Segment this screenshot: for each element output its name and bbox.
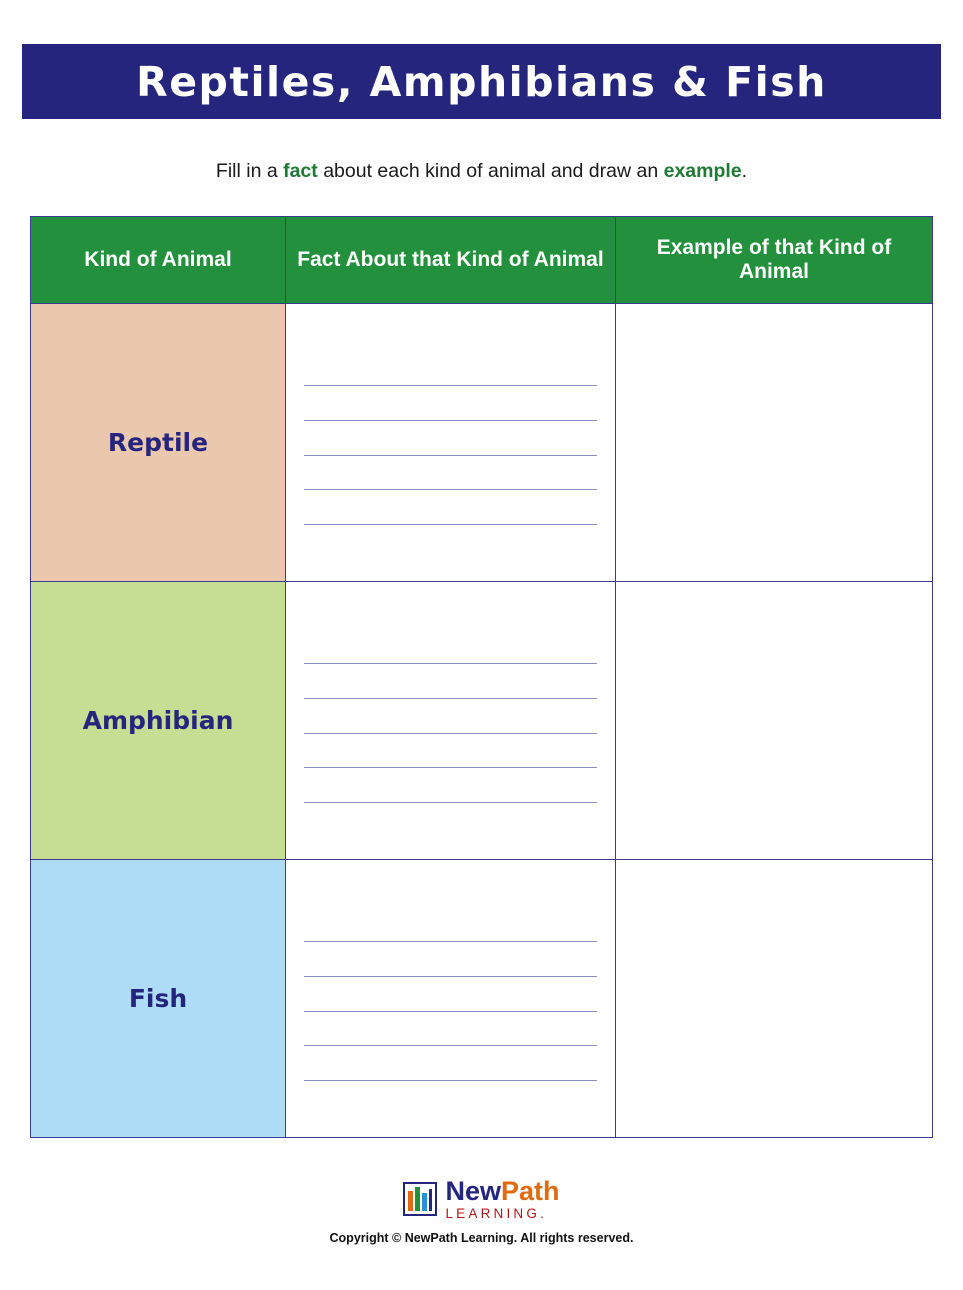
- write-line[interactable]: [304, 419, 597, 421]
- instructions-part2: about each kind of animal and draw an: [317, 160, 664, 182]
- instructions-part1: Fill in a: [215, 160, 284, 182]
- write-line[interactable]: [304, 975, 597, 977]
- table-row: [31, 304, 933, 582]
- table-header-row: [31, 217, 933, 304]
- logo-new: New: [445, 1176, 501, 1206]
- copyright-text: Copyright © NewPath Learning. All rights reserved.: [329, 1231, 634, 1246]
- animal-label-amphibian: Amphibian: [31, 582, 286, 860]
- drawing-cell-amphibian[interactable]: [616, 582, 933, 860]
- logo-subtitle: LEARNING.: [445, 1206, 548, 1221]
- writing-lines: [286, 338, 615, 547]
- column-header-example: Example of that Kind of Animal: [616, 217, 933, 304]
- animal-label-fish: Fish: [31, 860, 286, 1138]
- instructions-line: [0, 160, 963, 183]
- write-line[interactable]: [304, 384, 597, 386]
- write-line[interactable]: [304, 523, 597, 525]
- write-line[interactable]: [304, 940, 597, 942]
- logo-path: Path: [501, 1176, 560, 1206]
- fact-cell-reptile[interactable]: [286, 304, 616, 582]
- animal-label-reptile: Reptile: [31, 304, 286, 582]
- title-banner: [22, 44, 941, 119]
- fact-cell-fish[interactable]: [286, 860, 616, 1138]
- write-line[interactable]: [304, 732, 597, 734]
- write-line[interactable]: [304, 801, 597, 803]
- write-line[interactable]: [304, 766, 597, 768]
- write-line[interactable]: [304, 454, 597, 456]
- writing-lines: [286, 894, 615, 1103]
- column-header-fact: Fact About that Kind of Animal: [286, 217, 616, 304]
- book-icon: [403, 1181, 437, 1217]
- page-title: Reptiles, Amphibians & Fish: [136, 57, 827, 106]
- write-line[interactable]: [304, 662, 597, 664]
- table-row: [31, 582, 933, 860]
- table-row: [31, 860, 933, 1138]
- footer: [0, 1178, 963, 1245]
- instructions-emphasis-fact: fact: [283, 160, 318, 182]
- write-line[interactable]: [304, 1010, 597, 1012]
- logo-text: [445, 1178, 559, 1205]
- writing-lines: [286, 616, 615, 825]
- worksheet-table: [30, 216, 933, 1138]
- column-header-kind-of-animal: Kind of Animal: [31, 217, 286, 304]
- write-line[interactable]: [304, 697, 597, 699]
- drawing-cell-reptile[interactable]: [616, 304, 933, 582]
- instructions-part3: .: [741, 160, 748, 182]
- write-line[interactable]: [304, 1044, 597, 1046]
- drawing-cell-fish[interactable]: [616, 860, 933, 1138]
- instructions-emphasis-example: example: [663, 160, 742, 182]
- write-line[interactable]: [304, 1079, 597, 1081]
- logo-wordmark: [445, 1178, 559, 1221]
- fact-cell-amphibian[interactable]: [286, 582, 616, 860]
- write-line[interactable]: [304, 488, 597, 490]
- newpath-logo: [403, 1178, 559, 1221]
